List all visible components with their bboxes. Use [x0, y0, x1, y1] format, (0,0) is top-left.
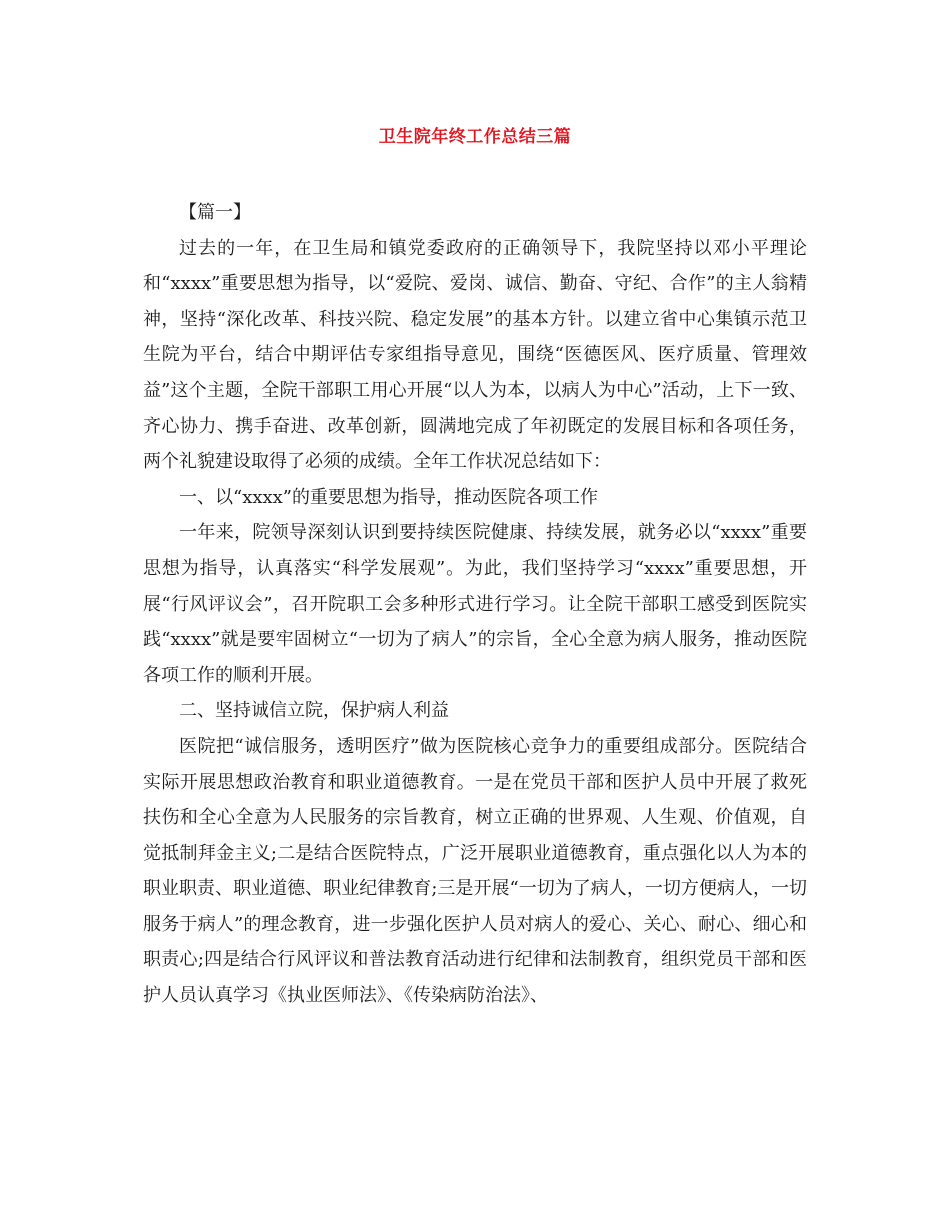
paragraph-intro: 过去的一年，在卫生局和镇党委政府的正确领导下，我院坚持以邓小平理论和“xxxx”重要思想为指导，以“爱院、爱岗、诚信、勤奋、守纪、合作”的主人翁精神，坚持“深化改革、科技兴院、稳定发展”的基本方针。以建立省中心集镇示范卫生院为平台，结合中期评估专家组指导意见，围绕“医德医风、医疗质量、管理效益”这个主题，全院干部职工用心开展“以人为本，以病人为中心”活动，上下一致、齐心协力、携手奋进、改革创新，圆满地完成了年初既定的发展目标和各项任务，两个礼貌建设取得了必须的成绩。全年工作状况总结如下： — [143, 237, 807, 473]
document-body — [143, 195, 807, 1014]
heading-section-one: 一、以“xxxx”的重要思想为指导，推动医院各项工作 — [179, 486, 599, 508]
heading-section-two: 二、坚持诚信立院，保护病人利益 — [179, 700, 449, 722]
paragraph-section-one: 一年来，院领导深刻认识到要持续医院健康、持续发展，就务必以“xxxx”重要思想为指导，认真落实“科学发展观”。为此，我们坚持学习“xxxx”重要思想，开展“行风评议会”，召开院职工会多种形式进行学习。让全院干部职工感受到医院实践“xxxx”就是要牢固树立“一切为了病人”的宗旨，全心全意为病人服务，推动医院各项工作的顺利开展。 — [143, 522, 807, 686]
document-title: 卫生院年终工作总结三篇 — [378, 127, 572, 147]
paragraph-section-two: 医院把“诚信服务，透明医疗”做为医院核心竞争力的重要组成部分。医院结合实际开展思想政治教育和职业道德教育。一是在党员干部和医护人员中开展了救死扶伤和全心全意为人民服务的宗旨教育，树立正确的世界观、人生观、价值观，自觉抵制拜金主义;二是结合医院特点，广泛开展职业道德教育，重点强化以人为本的职业职责、职业道德、职业纪律教育;三是开展“一切为了病人，一切方便病人，一切服务于病人”的理念教育，进一步强化医护人员对病人的爱心、关心、耐心、细心和职责心;四是结合行风评议和普法教育活动进行纪律和法制教育，组织党员干部和医护人员认真学习《执业医师法》、《传染病防治法》、 — [143, 735, 807, 1007]
section-label-part-one: 【篇一】 — [179, 202, 251, 223]
